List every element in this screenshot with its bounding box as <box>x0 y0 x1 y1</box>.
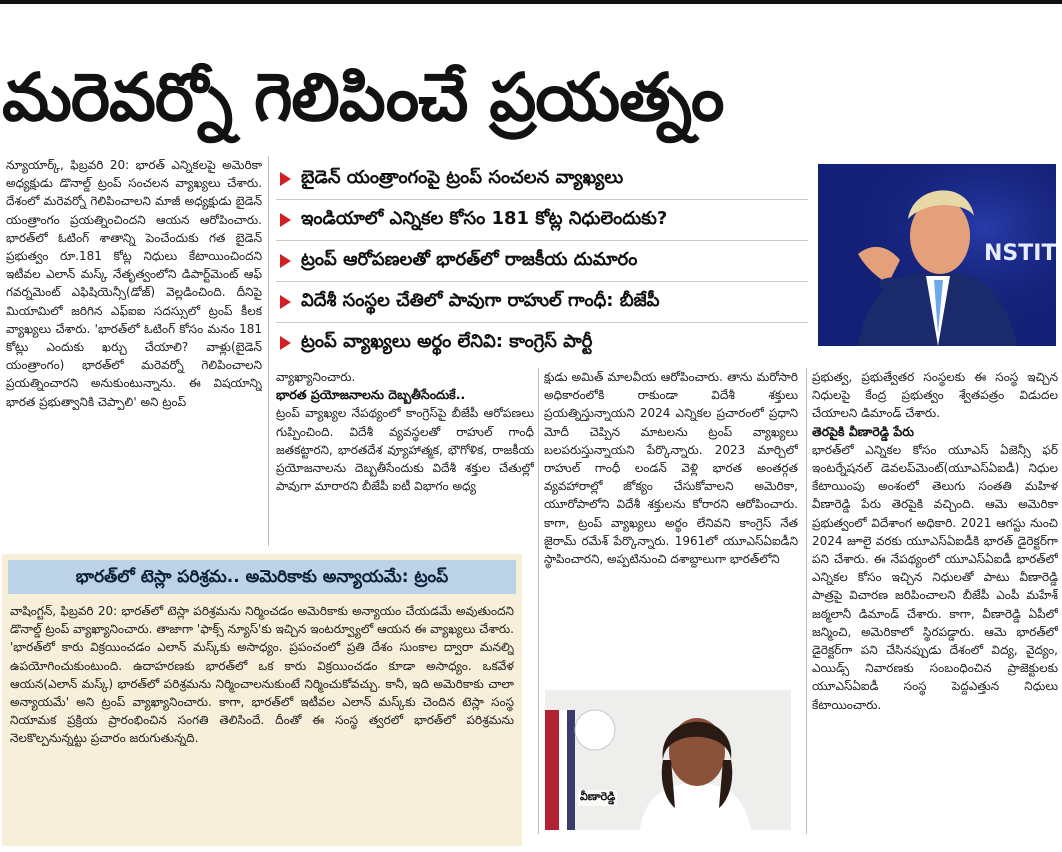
trump-photo <box>818 164 1056 346</box>
highlight-bullet <box>276 159 808 200</box>
column-4-intro: ప్రభుత్వ, ప్రభుత్వేతర సంస్థలకు ఈ సంస్థ ఇచ్చిన నిధులపై కేంద్ర ప్రభుత్వం శ్వేతపత్రం విడుదల చేయాలని డిమాండ్ చేశారు. <box>812 370 1058 421</box>
bullet-text: ట్రంప్ ఆరోపణలతో భారత్‌లో రాజకీయ దుమారం <box>301 248 638 270</box>
triangle-bullet-icon <box>280 336 291 350</box>
top-rule <box>0 0 1062 4</box>
triangle-bullet-icon <box>280 172 291 186</box>
column-divider <box>806 368 807 834</box>
article-column-3 <box>544 368 798 684</box>
bullet-text: ట్రంప్ వ్యాఖ్యలు అర్థం లేనివి: కాంగ్రెస్ పార్టీ <box>301 330 593 352</box>
column-3-text: క్షుడు అమిత్ మాలవీయ ఆరోపించారు. తాను మరోసారి అధికారంలోకి రాకుండా విదేశీ శక్తులు ప్రయత్నిస్తున్నాయని 2024 ఎన్నికల ప్రచారంలో ప్రధాని మోదీ చెప్పిన మాటలను ట్రంప్ వ్యాఖ్యలు బలపరుస్తున్నాయని పేర్కొన్నారు. 2023 మార్చిలో రాహుల్ గాంధీ లండన్ వెళ్లి భారత అంతర్గత వ్యవహారాల్లో జోక్యం చేసుకోవాలని అమెరికా, యూరోపాలోని విదేశీ శక్తులను కోరారని ఆరోపించారు. కాగా, ట్రంప్ వ్యాఖ్యలు అర్థం లేనివని కాంగ్రెస్ నేత జైరామ్ రమేశ్ పేర్కొన్నారు. 1961లో యూఎస్ఏఐడీని స్థాపించారని, అప్పటినుంచి దశాబ్దాలుగా భారత్‌లోని <box>544 370 798 567</box>
svg-text:NSTIT: NSTIT <box>984 241 1056 266</box>
column-2-intro: వ్యాఖ్యానించారు. <box>276 370 356 384</box>
column-4-subhead: తెరపైకి వీణారెడ్డి పేరు <box>812 423 914 439</box>
highlight-bullet <box>276 323 808 363</box>
triangle-bullet-icon <box>280 213 291 227</box>
column-4-text: భారత్‌లో ఎన్నికల కోసం యూఎస్ ఏజెన్సీ ఫర్ ఇంటర్నేషనల్ డెవలప్‌మెంట్(యూఎస్ఏఐడీ) నిధుల కేటాయింపు అంశంలో తెలుగు సంతతి మహిళ వీణారెడ్డి పేరు తెరపైకి వచ్చింది. ఆమె అమెరికా ప్రభుత్వంలో విదేశాంగ అధికారి. 2021 ఆగస్టు నుంచి 2024 జూలై వరకు యూఎస్ఏఐడీకి భారత్ డైరెక్టర్‌గా పని చేశారు. ఈ నేపథ్యంలో యూఎస్ఏఐడీ భారత్‌లో ఎన్నికల కోసం ఇచ్చిన నిధులతో పాటు వీణారెడ్డి పాత్రపై విచారణ జరిపించాలని బీజేపీ ఎంపీ మహేశ్ జఠ్మలానీ డిమాండ్ చేశారు. కాగా, వీణారెడ్డి ఏపీలో జన్మించి, అమెరికాలో స్థిరపడ్డారు. ఆమె భారత్‌లో డైరెక్టర్‌గా పని చేసినప్పుడు దేశంలో విద్య, వైద్యం, ఎయిడ్స్ నివారణకు సంబంధించిన ప్రాజెక్టులకు యూఎస్ఏఐడీ సంస్థ పెద్దఎత్తున నిధులు కేటాయించారు. <box>812 442 1058 712</box>
column-2-text: ట్రంప్ వ్యాఖ్యల నేపథ్యంలో కాంగ్రెస్‌పై బీజేపీ ఆరోపణలు గుప్పించింది. విదేశీ వ్యవస్థలతో రాహుల్ గాంధీ జతకట్టారని, భారతదేశ వ్యూహాత్మక, భౌగోళిక, రాజకీయ ప్రయోజనాలను దెబ్బతీసేందుకు విదేశీ శక్తుల చేతుల్లో పావుగా మారారని బీజేపీ ఐటీ విభాగం అధ్య <box>276 406 534 494</box>
highlight-bullet <box>276 282 808 323</box>
photo-caption: వీణారెడ్డి <box>578 790 617 806</box>
tesla-sidebar-title: భారత్‌లో టెస్లా పరిశ్రమ.. అమెరికాకు అన్యాయమే: ట్రంప్ <box>8 560 516 594</box>
triangle-bullet-icon <box>280 254 291 268</box>
bullet-text: విదేశీ సంస్థల చేతిలో పావుగా రాహుల్ గాంధీ: బీజేపీ <box>301 289 660 311</box>
article-column-1 <box>6 156 262 542</box>
trump-photo-illustration <box>818 164 1056 346</box>
highlight-bullet <box>276 241 808 282</box>
veena-reddy-photo <box>545 690 791 830</box>
article-column-2 <box>276 368 534 546</box>
tesla-sidebar-body <box>10 602 514 840</box>
headline: మరెవర్నో గెలిపించే ప్రయత్నం <box>2 59 724 136</box>
triangle-bullet-icon <box>280 295 291 309</box>
column-2-subhead: భారత ప్రయోజనాలను దెబ్బతీసేందుకే.. <box>276 387 466 403</box>
sidebar-text: వాషింగ్టన్, ఫిబ్రవరి 20: భారత్‌లో టెస్లా పరిశ్రమను నిర్మించడం అమెరికాకు అన్యాయం చేయడమే అవుతుందని డొనాల్డ్ ట్రంప్ వ్యాఖ్యానించారు. తాజాగా 'ఫాక్స్ న్యూస్'కు ఇచ్చిన ఇంటర్వ్యూలో ఆయన ఈ వ్యాఖ్యలు చేశారు. 'భారత్‌లో కారు విక్రయించడం ఎలాన్ మస్క్‌కు అసాధ్యం. ప్రపంచంలో ప్రతి దేశం సుంకాల ద్వారా మనల్ని ఉపయోగించుకుంటుంది. ఉదాహరణకు భారత్‌లో ఒక కారు విక్రయించడం కూడా అసాధ్యం. ఒకవేళ ఆయన(ఎలాన్ మస్క్) భారత్‌లో పరిశ్రమను నిర్మించాలనుకుంటే నిర్మించుకోవచ్చు. కానీ, ఇది అమెరికాకు చాలా అన్యాయమే' అని ట్రంప్ వ్యాఖ్యానించారు. కాగా, భారత్‌లో ఇటీవల ఎలాన్ మస్క్‌కు చెందిన టెస్లా సంస్థ నియామక ప్రక్రియ ప్రారంభించిన సంగతి తెలిసిందే. దీంతో ఈ సంస్థ త్వరలో భారత్‌లో పరిశ్రమను నెలకొల్పనున్నట్టు ప్రచారం జరుగుతున్నది. <box>10 604 514 746</box>
column-divider <box>538 368 539 834</box>
article-column-4 <box>812 368 1058 834</box>
bullet-text: బైడెన్ యంత్రాంగంపై ట్రంప్ సంచలన వ్యాఖ్యలు <box>301 166 624 188</box>
column-1-text: న్యూయార్క్, ఫిబ్రవరి 20: భారత్ ఎన్నికలపై అమెరికా అధ్యక్షుడు డొనాల్డ్ ట్రంప్ సంచలన వ్యాఖ్యలు చేశారు. దేశంలో మరెవర్నో గెలిపించాలని మాజీ అధ్యక్షుడు బైడెన్ యంత్రాంగం ప్రయత్నించిందని ఆయన ఆరోపించారు. భారత్‌లో ఓటింగ్ శాతాన్ని పెంచేందుకు గత బైడెన్ ప్రభుత్వం రూ.181 కోట్ల నిధులు కేటాయించిందని ఇటీవల ఎలాన్ మస్క్ నేతృత్వంలోని డిపార్ట్‌మెంట్ ఆఫ్ గవర్నమెంట్ ఎఫిషియెన్సీ(డోజ్) వెల్లడించింది. దీనిపై మియామిలో జరిగిన ఎఫ్ఐఐ సదస్సులో ట్రంప్ కీలక వ్యాఖ్యలు చేశారు. 'భారత్‌లో ఓటింగ్ కోసం మనం 181 కోట్లు ఎందుకు ఖర్చు చేయాలి? వాళ్లు(బైడెన్ యంత్రాంగం) భారత్‌లో మరెవర్నో గెలిపించాలని ప్రయత్నించారని అనుకుంటున్నాను. ఈ విషయాన్ని భారత ప్రభుత్వానికి చెప్పాలి' అని ట్రంప్ <box>6 158 262 409</box>
highlight-bullet <box>276 200 808 241</box>
veena-reddy-illustration <box>545 690 791 830</box>
highlight-bullets <box>276 159 808 364</box>
bullet-text: ఇండియాలో ఎన్నికల కోసం 181 కోట్ల నిధులెందుకు? <box>301 207 668 229</box>
column-divider <box>268 156 269 546</box>
